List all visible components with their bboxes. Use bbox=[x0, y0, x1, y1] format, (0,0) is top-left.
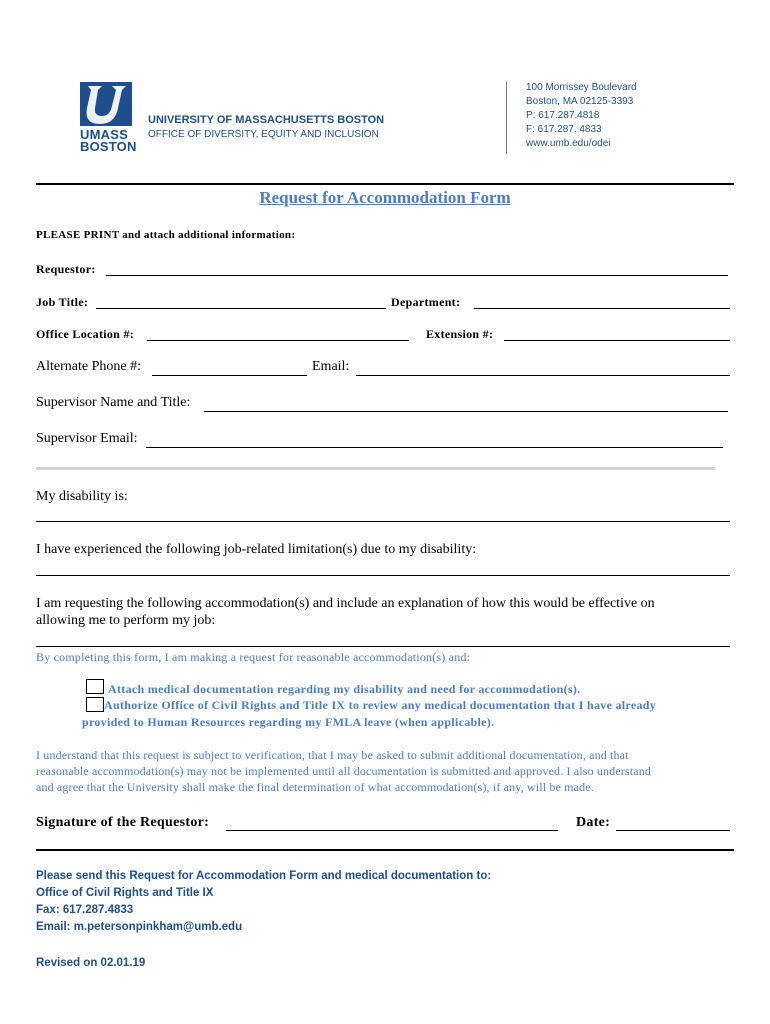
address-line-fax: F: 617.287. 4833 bbox=[526, 124, 602, 135]
logo-word-umass: UMASS bbox=[80, 127, 128, 142]
limitations-prompt: I have experienced the following job-related limitation(s) due to my disability: bbox=[36, 542, 477, 557]
understanding-line-1: I understand that this request is subject to verification, that I may be asked to submit additional documentation, and that bbox=[36, 748, 629, 762]
supervisor-name-label: Supervisor Name and Title: bbox=[36, 395, 191, 410]
address-line-web: www.umb.edu/odei bbox=[526, 138, 611, 149]
medical-documentation-label: Attach medical documentation regarding my disability and need for accommodation(s). bbox=[108, 682, 581, 696]
department-label: Department: bbox=[391, 295, 461, 309]
address-line-city: Boston, MA 02125-3393 bbox=[526, 96, 634, 107]
medical-documentation-checkbox[interactable] bbox=[86, 679, 104, 694]
extension-label: Extension #: bbox=[426, 327, 494, 341]
department-field[interactable] bbox=[474, 308, 730, 309]
accommodation-prompt-line1: I am requesting the following accommodation(s) and include an explanation of how this would be effective on bbox=[36, 596, 655, 611]
umass-u-mark-icon bbox=[80, 82, 132, 126]
requestor-field[interactable] bbox=[106, 275, 728, 276]
send-office: Office of Civil Rights and Title IX bbox=[36, 887, 214, 899]
signature-field[interactable] bbox=[226, 830, 558, 831]
supervisor-email-label: Supervisor Email: bbox=[36, 431, 138, 446]
extension-field[interactable] bbox=[504, 340, 730, 341]
bottom-rule bbox=[36, 849, 734, 851]
logo-word-boston: BOSTON bbox=[80, 139, 137, 154]
understanding-paragraph bbox=[36, 747, 736, 795]
section-divider bbox=[36, 467, 715, 470]
umass-boston-logo bbox=[80, 82, 137, 154]
understanding-line-3: and agree that the University shall make the final determination of what accommodation(s), if any, will be made. bbox=[36, 780, 594, 794]
revised-date: Revised on 02.01.19 bbox=[36, 957, 146, 969]
date-label: Date: bbox=[576, 815, 611, 830]
alternate-phone-label: Alternate Phone #: bbox=[36, 359, 141, 374]
consent-intro: By completing this form, I am making a request for reasonable accommodation(s) and: bbox=[36, 650, 471, 664]
disability-prompt: My disability is: bbox=[36, 489, 128, 504]
authorize-review-label-line2: provided to Human Resources regarding my FMLA leave (when applicable). bbox=[82, 715, 495, 729]
send-email: Email: m.petersonpinkham@umb.edu bbox=[36, 921, 243, 933]
email-field[interactable] bbox=[356, 375, 730, 376]
authorize-review-label-line1: Authorize Office of Civil Rights and Title IX to review any medical documentation that I have already bbox=[104, 698, 657, 712]
address-line-street: 100 Morrissey Boulevard bbox=[526, 82, 637, 93]
requestor-label: Requestor: bbox=[36, 262, 96, 276]
signature-label: Signature of the Requestor: bbox=[36, 815, 210, 830]
disability-field[interactable] bbox=[36, 521, 730, 522]
accommodation-prompt-line2: allowing me to perform my job: bbox=[36, 613, 216, 628]
office-name: OFFICE OF DIVERSITY, EQUITY AND INCLUSION bbox=[148, 129, 379, 140]
supervisor-email-field[interactable] bbox=[146, 447, 723, 448]
header-divider bbox=[506, 82, 507, 154]
authorize-review-checkbox[interactable] bbox=[86, 697, 104, 712]
send-fax: Fax: 617.287.4833 bbox=[36, 904, 134, 916]
date-field[interactable] bbox=[616, 830, 730, 831]
limitations-field[interactable] bbox=[36, 575, 730, 576]
top-rule bbox=[36, 183, 734, 185]
address-line-phone: P: 617.287.4818 bbox=[526, 110, 600, 121]
office-location-label: Office Location #: bbox=[36, 327, 135, 341]
understanding-line-2: reasonable accommodation(s) may not be implemented until all documentation is submitted and approved. I also understand bbox=[36, 764, 652, 778]
office-location-field[interactable] bbox=[147, 340, 409, 341]
job-title-field[interactable] bbox=[96, 308, 386, 309]
instruction-text: PLEASE PRINT and attach additional information: bbox=[36, 229, 296, 241]
supervisor-name-field[interactable] bbox=[204, 411, 728, 412]
email-label: Email: bbox=[312, 359, 350, 374]
university-name: UNIVERSITY OF MASSACHUSETTS BOSTON bbox=[148, 114, 385, 126]
accommodation-field[interactable] bbox=[36, 646, 730, 647]
form-title: Request for Accommodation Form bbox=[259, 188, 511, 207]
send-instructions: Please send this Request for Accommodation Form and medical documentation to: bbox=[36, 870, 492, 882]
alternate-phone-field[interactable] bbox=[152, 375, 307, 376]
job-title-label: Job Title: bbox=[36, 295, 89, 309]
